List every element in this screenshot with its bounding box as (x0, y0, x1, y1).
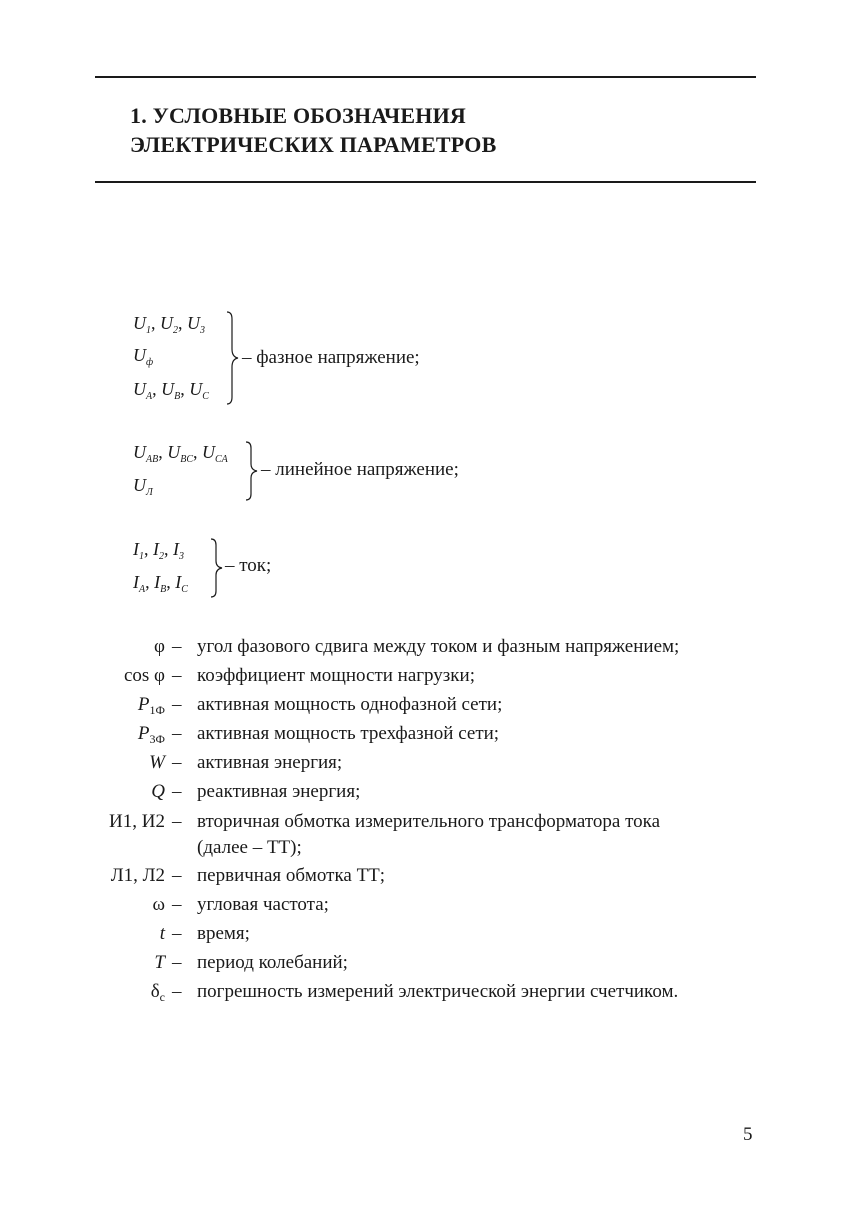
symbol-separator: , (164, 539, 173, 559)
symbol-variable: U (187, 313, 200, 333)
definition-text: реактивная энергия; (197, 781, 361, 802)
symbol-subscript: 2 (159, 551, 164, 562)
title-line-1: 1. УСЛОВНЫЕ ОБОЗНАЧЕНИЯ (130, 103, 466, 128)
definition-row (0, 723, 845, 752)
symbol-variable: U (202, 442, 215, 462)
definition-symbol: И1, И2 (109, 811, 165, 832)
symbol-subscript: ф (146, 357, 154, 368)
symbol-line (133, 442, 228, 465)
symbol-subscript: A (139, 584, 146, 595)
symbol-subscript: A (146, 391, 153, 402)
top-rule (95, 76, 756, 78)
definition-symbol: Q (151, 781, 165, 802)
symbol-line (133, 345, 153, 368)
definition-text: активная энергия; (197, 752, 343, 773)
definition-symbol (138, 694, 165, 718)
definition-text: коэффициент мощности нагрузки; (197, 665, 475, 686)
symbol-variable: I (153, 539, 159, 559)
definition-row (0, 923, 845, 952)
definition-row (0, 981, 845, 1010)
definition-row (0, 865, 845, 894)
symbol-subscript: 1 (146, 325, 151, 336)
definition-dash: – (172, 865, 182, 886)
definition-text: угол фазового сдвига между током и фазным напряжением; (197, 636, 680, 657)
symbol-separator: , (166, 572, 176, 592)
definition-row (0, 636, 845, 665)
symbol-line (133, 475, 153, 498)
definition-row (0, 811, 845, 840)
current-desc: – ток; (225, 555, 272, 576)
symbol-subscript: 1 (139, 551, 144, 562)
definition-row (0, 694, 845, 723)
definition-symbol: φ (154, 636, 165, 657)
symbol-line (133, 539, 184, 562)
definition-symbol: T (154, 952, 165, 973)
definition-text: период колебаний; (197, 952, 348, 973)
definition-dash: – (172, 952, 182, 973)
definition-dash: – (172, 636, 182, 657)
definition-symbol: ω (152, 894, 165, 915)
phase-voltage-desc: – фазное напряжение; (242, 347, 420, 368)
symbol-separator: , (144, 539, 153, 559)
symbol-subscript: 3Ф (149, 732, 165, 746)
definition-text: активная мощность однофазной сети; (197, 694, 503, 715)
symbol-main: δ (150, 981, 160, 1002)
definition-row-continuation (0, 837, 845, 866)
bottom-rule (95, 181, 756, 183)
definition-text: первичная обмотка ТТ; (197, 865, 386, 886)
symbol-subscript: 1Ф (149, 703, 165, 717)
definition-dash: – (172, 923, 182, 944)
definition-symbol (138, 723, 165, 747)
symbol-line (133, 572, 188, 595)
symbol-line (133, 313, 205, 336)
symbol-separator: , (180, 379, 190, 399)
section-title (130, 101, 496, 159)
symbol-separator: , (152, 379, 162, 399)
definition-symbol: W (149, 752, 165, 773)
symbol-variable: I (133, 572, 139, 592)
symbol-variable: U (160, 313, 173, 333)
definition-text: активная мощность трехфазной сети; (197, 723, 500, 744)
symbol-subscript: с (159, 990, 165, 1004)
definition-dash: – (172, 665, 182, 686)
symbol-variable: U (167, 442, 181, 462)
symbol-separator: , (178, 313, 187, 333)
definition-dash: – (172, 894, 182, 915)
symbol-main: P (137, 723, 150, 744)
right-brace-icon (244, 441, 260, 501)
symbol-variable: U (133, 442, 146, 462)
symbol-subscript: 3 (200, 325, 205, 336)
definition-symbol: cos φ (123, 665, 165, 686)
symbol-variable: I (173, 539, 179, 559)
definition-symbol (151, 981, 165, 1005)
definition-row (0, 894, 845, 923)
definition-row (0, 752, 845, 781)
symbol-subscript: CA (215, 454, 228, 465)
symbol-variable: U (161, 379, 175, 399)
symbol-separator: , (193, 442, 202, 462)
symbol-subscript: C (181, 584, 188, 595)
definition-dash: – (172, 694, 182, 715)
symbol-subscript: 2 (173, 325, 178, 336)
symbol-variable: U (133, 345, 146, 365)
symbol-subscript: AB (146, 454, 159, 465)
definition-text: погрешность измерений электрической энергии счетчиком. (197, 981, 679, 1002)
symbol-variable: I (133, 539, 139, 559)
symbol-subscript: C (202, 391, 209, 402)
page-number: 5 (743, 1124, 753, 1145)
linear-voltage-desc: – линейное напряжение; (261, 459, 459, 480)
symbol-subscript: 3 (179, 551, 184, 562)
symbol-subscript: B (160, 584, 167, 595)
definition-row (0, 952, 845, 981)
definition-dash: – (172, 781, 182, 802)
symbol-variable: U (189, 379, 203, 399)
definition-row (0, 781, 845, 810)
symbol-subscript: Л (146, 487, 153, 498)
right-brace-icon (225, 311, 241, 405)
definition-symbol: Л1, Л2 (110, 865, 165, 886)
definition-dash: – (172, 723, 182, 744)
definition-row (0, 665, 845, 694)
right-brace-icon (209, 538, 225, 598)
symbol-variable: U (133, 313, 146, 333)
definition-dash: – (172, 752, 182, 773)
symbol-variable: I (154, 572, 161, 592)
symbol-variable: U (133, 379, 146, 399)
symbol-separator: , (151, 313, 160, 333)
symbol-separator: , (158, 442, 168, 462)
symbol-subscript: BC (180, 454, 193, 465)
definition-text: время; (197, 923, 250, 944)
definition-dash: – (172, 811, 182, 832)
definition-text: вторичная обмотка измерительного трансформатора тока (197, 811, 661, 832)
symbol-variable: I (175, 572, 182, 592)
definition-text: угловая частота; (197, 894, 329, 915)
symbol-subscript: B (174, 391, 181, 402)
definition-dash: – (172, 981, 182, 1002)
title-line-2: ЭЛЕКТРИЧЕСКИХ ПАРАМЕТРОВ (130, 132, 497, 157)
symbol-line (133, 379, 209, 402)
definition-text: (далее – ТТ); (197, 837, 302, 858)
symbol-separator: , (145, 572, 155, 592)
definition-symbol: t (159, 923, 165, 944)
symbol-variable: U (133, 475, 146, 495)
symbol-main: P (137, 694, 150, 715)
